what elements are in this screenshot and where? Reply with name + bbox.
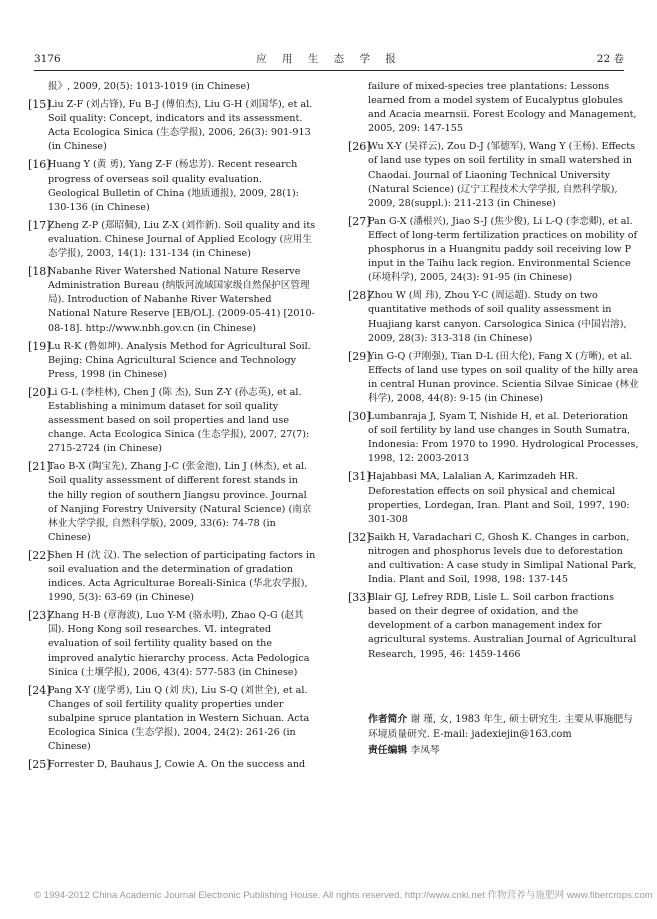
reference-number: [22] xyxy=(28,548,51,562)
reference-text: Lumbanraja J, Syam T, Nishide H, et al. Deterioration of soil fertility by land use changes in South Sumatra, Indonesia: From 1970 to 1990. Hydrological Processes, 1998, 12: 2003-2013 xyxy=(368,411,639,465)
author-bio xyxy=(368,712,640,759)
reference-number: [18] xyxy=(28,265,51,279)
reference-text: Li G-L (李桂林), Chen J (陈 杰), Sun Z-Y (孙志英), et al. Establishing a minimum dataset for soil quality assessment based on soil properties and land use change. Acta Ecologica Sinica (生态学报), 2007, 27(7): 2715-2724 (in Chinese) xyxy=(48,386,310,455)
reference-text: failure of mixed-species tree plantations: Lessons learned from a model system of Eucalyptus globules and Acacia mearnsii. Forest Ecology and Management, 2005, 209: 147-155 xyxy=(368,81,637,135)
reference-entry xyxy=(348,140,640,210)
header-rule xyxy=(34,70,624,71)
reference-text: Tao B-X (陶宝先), Zhang J-C (张金池), Lin J (林杰), et al. Soil quality assessment of different forest stands in the hilly region of southern Jiangsu province. Journal of Nanjing Forestry University (Natural Science) (南京林业大学学报, 自然科学版), 2009, 33(6): 74-78 (in Chinese) xyxy=(48,461,312,543)
reference-number: [24] xyxy=(28,683,51,697)
reference-number: [31] xyxy=(348,470,371,484)
reference-number: [15] xyxy=(28,98,51,112)
reference-entry xyxy=(28,609,316,679)
journal-title: 应 用 生 态 学 报 xyxy=(256,53,402,65)
reference-column-right xyxy=(348,80,640,666)
reference-number: [29] xyxy=(348,349,371,363)
reference-entry xyxy=(48,80,316,94)
volume-label: 22 卷 xyxy=(596,53,624,65)
reference-text: Lu R-K (鲁如坤). Analysis Method for Agricultural Soil. Bejing: China Agricultural Science and Technology Press, 1998 (in Chinese) xyxy=(48,340,311,380)
reference-entry xyxy=(28,98,316,154)
reference-entry xyxy=(28,385,316,456)
reference-text: Pan G-X (潘根兴), Jiao S-J (焦少俊), Li L-Q (李恋卿), et al. Effect of long-term fertilization practices on mobility of phosphorus in a Huangnitu paddy soil receiving low P input in the Taihu lack region. Environmental Science (环境科学), 2005, 24(3): 91-95 (in Chinese) xyxy=(368,215,638,284)
author-info xyxy=(368,712,640,742)
reference-entry xyxy=(368,80,640,136)
reference-text: Shen H (沈 汉). The selection of participating factors in soil evaluation and the determination of gradation indices. Acta Agriculturae Boreali-Sinica (华北农学报), 1990, 5(3): 63-69 (in Chinese) xyxy=(48,549,316,604)
page-number: 3176 xyxy=(34,53,61,65)
reference-entry xyxy=(28,683,316,754)
editor-label: 责任编辑 xyxy=(368,745,408,756)
author-text: 谢 瑾, 女, 1983 年生, 硕士研究生. 主要从事施肥与环境质量研究. E-mail: jadexiejin@163.com xyxy=(368,714,633,740)
reference-entry xyxy=(348,214,640,285)
reference-text: Zhou W (周 玮), Zhou Y-C (周运超). Study on two quantitative methods of soil quality assessment in Huajiang karst canyon. Carsologica Sinica (中国岩溶), 2009, 28(3): 313-318 (in Chinese) xyxy=(368,290,627,344)
reference-number: [32] xyxy=(348,530,371,544)
reference-number: [27] xyxy=(348,214,371,228)
reference-number: [20] xyxy=(28,385,51,399)
reference-entry xyxy=(28,218,316,261)
reference-text: Blair GJ, Lefrey RDB, Lisle L. Soil carbon fractions based on their degree of oxidation, and the development of a carbon management index for agricultural systems. Australian Journal of Agricultural Research, 1995, 46: 1459-1466 xyxy=(368,592,637,660)
reference-number: [17] xyxy=(28,218,51,232)
reference-entry xyxy=(348,410,640,466)
reference-number: [16] xyxy=(28,158,51,172)
author-label: 作者简介 xyxy=(368,714,408,725)
reference-text: Forrester D, Bauhaus J, Cowie A. On the success and xyxy=(48,759,306,771)
reference-number: [28] xyxy=(348,289,371,303)
reference-entry xyxy=(28,158,316,214)
editor-name: 李凤琴 xyxy=(410,745,440,756)
reference-text: Huang Y (黄 勇), Yang Z-F (杨忠芳). Recent research progress of overseas soil quality evaluation. Geological Bulletin of China (地质通报), 2009, 28(1): 130-136 (in Chinese) xyxy=(48,159,299,213)
footer xyxy=(34,887,653,901)
reference-entry xyxy=(28,265,316,335)
reference-entry xyxy=(348,349,640,406)
reference-text: Hajabbasi MA, Lalalian A, Karimzadeh HR. Deforestation effects on soil physical and chemical properties, Lordegan, Iran. Plant and Soil, 1997, 190: 301-308 xyxy=(368,471,630,525)
running-header xyxy=(34,50,624,68)
reference-entry xyxy=(28,548,316,605)
reference-entry xyxy=(348,591,640,661)
reference-number: [23] xyxy=(28,609,51,623)
reference-column-left xyxy=(28,80,316,776)
reference-text: Wu X-Y (吴祥云), Zou D-J (邹德军), Wang Y (王杨). Effects of land use types on soil fertility in small watershed in Chaodai. Journal of Liaoning Technical University (Natural Science) (辽宁工程技术大学学报, 自然科学版), 2009, 28(suppl.): 211-213 (in Chinese) xyxy=(368,141,636,209)
reference-entry xyxy=(28,339,316,382)
reference-text: 报》, 2009, 20(5): 1013-1019 (in Chinese) xyxy=(48,81,250,92)
reference-number: [25] xyxy=(28,758,51,772)
reference-entry xyxy=(348,470,640,526)
reference-text: Pang X-Y (庞学勇), Liu Q (刘 庆), Liu S-Q (刘世全), et al. Changes of soil fertility quality properties under subalpine spruce plantation in Western Sichuan. Acta Ecologica Sinica (生态学报), 2004, 24(2): 261-26 (in Chinese) xyxy=(48,684,310,753)
reference-text: Nabanhe River Watershed National Nature Reserve Administration Bureau (纳版河流域国家级自然保护区管理局). Introduction of Nabanhe River Watershed National Nature Reserve [EB/OL]. (2009-05-41) [2010-08-18]. http://www.nbh.gov.cn (in Chinese) xyxy=(48,266,315,334)
footer-url[interactable]: http://www.cnki.net xyxy=(404,890,485,901)
reference-entry xyxy=(348,289,640,345)
reference-number: [33] xyxy=(348,591,371,605)
reference-text: Zhang H-B (章海波), Luo Y-M (骆永明), Zhao Q-G (赵其国). Hong Kong soil researches. Ⅵ. integrated evaluation of soil fertility quality based on the improved analytic hierarchy process. Acta Pedologica Sinica (土壤学报), 2006, 43(4): 577-583 (in Chinese) xyxy=(48,610,310,678)
reference-number: [21] xyxy=(28,460,51,474)
reference-number: [30] xyxy=(348,410,371,424)
watermark-text: 作物营养与施肥网 www.fibercrops.com xyxy=(487,890,653,901)
reference-entry xyxy=(28,758,316,772)
reference-text: Yin G-Q (尹刚强), Tian D-L (田大伦), Fang X (方晰), et al. Effects of land use types on soil quality of the hilly area in central Hunan province. Scientia Silvae Sinicae (林业科学), 2008, 44(8): 9-15 (in Chinese) xyxy=(368,350,639,404)
reference-number: [26] xyxy=(348,140,371,154)
reference-text: Liu Z-F (刘占锋), Fu B-J (傅伯杰), Liu G-H (刘国华), et al. Soil quality: Concept, indicators and its assessment. Acta Ecologica Sinica (生态学报), 2006, 26(3): 901-913 (in Chinese) xyxy=(48,99,313,153)
reference-text: Zheng Z-P (郑昭佩), Liu Z-X (刘作新). Soil quality and its evaluation. Chinese Journal of Applied Ecology (应用生态学报), 2003, 14(1): 131-134 (in Chinese) xyxy=(48,219,316,260)
editor-info xyxy=(368,743,640,758)
reference-text: Saikh H, Varadachari C, Ghosh K. Changes in carbon, nitrogen and phosphorus levels due to deforestation and cultivation: A case study in Simlipal National Park, India. Plant and Soil, 1998, 198: 137-145 xyxy=(368,531,637,586)
reference-entry xyxy=(28,460,316,545)
reference-entry xyxy=(348,530,640,587)
copyright-text: © 1994-2012 China Academic Journal Electronic Publishing House. All rights reserved. xyxy=(34,890,403,901)
reference-number: [19] xyxy=(28,339,51,353)
